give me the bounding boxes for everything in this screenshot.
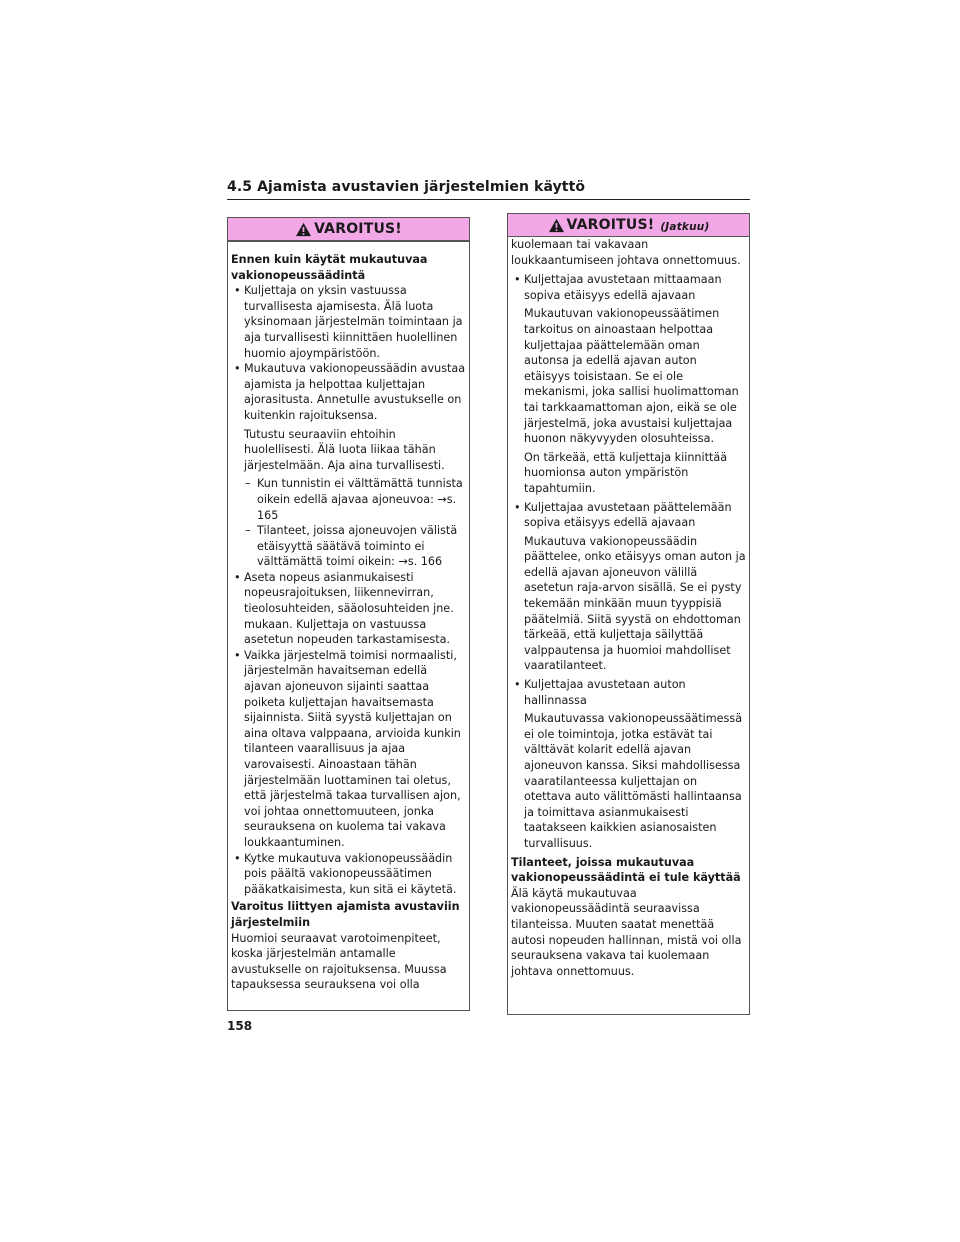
bullet-item: • Aseta nopeus asianmukaisesti nopeusrajoituksen, liikennevirran, tieolosuhteiden, sääolosuhteiden jne. mukaan. Kuljettaja on vastuussa asetetun nopeuden tarkastamisesta. xyxy=(231,570,466,648)
continued-label: (Jatkuu) xyxy=(660,220,710,233)
warning-label: VAROITUS! xyxy=(566,217,655,233)
subheading: Ennen kuin käytät mukautuvaa vakionopeussäädintä xyxy=(231,253,428,282)
dash-item: – Kun tunnistin ei välttämättä tunnista oikein edellä ajavaa ajoneuvoa: →s. 165 xyxy=(231,476,466,523)
paragraph: Älä käytä mukautuvaa vakionopeussäädintä seuraavissa tilanteissa. Muuten saatat menettää autosi nopeuden hallinnan, mistä voi olla seurauksena vakava tai kuolemaan johtava onnettomuus. xyxy=(511,886,742,978)
indented-paragraph: Mukautuvassa vakionopeussäätimessä ei ole toimintoja, jotka estävät tai välttävät kolarit edellä ajavan ajoneuvon kanssa. Siksi mahdollisessa vaaratilanteessa kuljettajan on otettava auto välittömästi hallintaansa ja toimittava asianmukaisesti taatakseen kaikkien asianosaisten turvallisuus. xyxy=(524,712,743,850)
subheading: Varoitus liittyen ajamista avustaviin järjestelmiin xyxy=(231,900,460,929)
bullet-item: • Kuljettaja on yksin vastuussa turvallisesta ajamisesta. Älä luota yksinomaan järjestelmän toimintaan ja aja turvallisesti kiinnittäen huolellinen huomio ajoympäristöön. xyxy=(231,283,466,361)
indented-paragraph: Mukautuva vakionopeussäädin päättelee, onko etäisyys oman auton ja edellä ajavan ajoneuvon välillä asetetun raja-arvon sisällä. Se ei pysty tekemään minkään muun tyyppisiä päätelmiä. Siitä syystä on ehdottoman tärkeää, että kuljettaja säilyttää valppautensa ja huomioi mahdolliset vaaratilanteet. xyxy=(524,534,746,673)
indented-paragraph: Mukautuvan vakionopeussäätimen tarkoitus on ainoastaan helpottaa kuljettajaa päättelemään oman autonsa ja edellä ajavan auton etäisyys toisistaan. Se ei ole mekanismi, joka sallisi huolimattoman tai tarkkaamattoman ajon, eikä se ole järjestelmä, joka avustaisi kuljettajaa huonon näkyvyyden olosuhteissa. xyxy=(524,307,739,446)
warning-box-left xyxy=(227,217,470,1011)
warning-header xyxy=(508,214,749,237)
section-title: 4.5 Ajamista avustavien järjestelmien käyttö xyxy=(227,179,586,195)
page-number: 158 xyxy=(227,1019,253,1033)
indented-paragraph: Tutustu seuraaviin ehtoihin huolellisesti. Älä luota liikaa tähän järjestelmään. Aja aina turvallisesti. xyxy=(244,427,445,472)
warning-header xyxy=(228,218,469,242)
bullet-item: • Kuljettajaa avustetaan mittaamaan sopiva etäisyys edellä ajavaan xyxy=(511,272,746,303)
warning-box-right xyxy=(507,213,750,1015)
paragraph: Huomioi seuraavat varotoimenpiteet, koska järjestelmän antamalle avustukselle on rajoituksensa. Muussa tapauksessa seurauksena voi olla xyxy=(231,931,447,992)
bullet-item: • Kuljettajaa avustetaan päättelemään sopiva etäisyys edellä ajavaan xyxy=(511,500,746,531)
subheading: Tilanteet, joissa mukautuvaa vakionopeussäädintä ei tule käyttää xyxy=(511,855,741,885)
warning-body xyxy=(508,237,749,979)
title-rule xyxy=(227,199,750,200)
warning-triangle-icon xyxy=(548,218,565,233)
paragraph: kuolemaan tai vakavaan loukkaantumiseen johtava onnettomuus. xyxy=(511,238,741,267)
indented-paragraph: On tärkeää, että kuljettaja kiinnittää huomionsa auton ympäristön tapahtumiin. xyxy=(524,450,728,495)
warning-triangle-icon xyxy=(295,222,312,237)
bullet-item: • Kytke mukautuva vakionopeussäädin pois päältä vakionopeussäätimen pääkatkaisimesta, kun sitä ei käytetä. xyxy=(231,851,466,898)
dash-item: – Tilanteet, joissa ajoneuvojen välistä etäisyyttä säätävä toiminto ei välttämättä toimi oikein: →s. 166 xyxy=(231,523,466,570)
bullet-item: • Kuljettajaa avustetaan auton hallinnassa xyxy=(511,677,746,708)
bullet-item: • Mukautuva vakionopeussäädin avustaa ajamista ja helpottaa kuljettajan ajorasitusta. Annetulle avustukselle on kuitenkin rajoituksensa. xyxy=(231,361,466,423)
bullet-item: • Vaikka järjestelmä toimisi normaalisti, järjestelmän havaitseman edellä ajavan ajoneuvon sijainti saattaa poiketa kuljettajan havaitsemasta sijainnista. Siitä syystä kuljettajan on aina oltava valppaana, arvioida kunkin tilanteen vaarallisuus ja ajaa varovaisesti. Ainoastaan tähän järjestelmään luottaminen tai oletus, että järjestelmä takaa turvallisen ajon, voi johtaa onnettomuuteen, jonka seurauksena on kuolema tai vakava loukkaantuminen. xyxy=(231,648,466,851)
warning-label: VAROITUS! xyxy=(314,221,402,237)
warning-body xyxy=(228,242,469,993)
